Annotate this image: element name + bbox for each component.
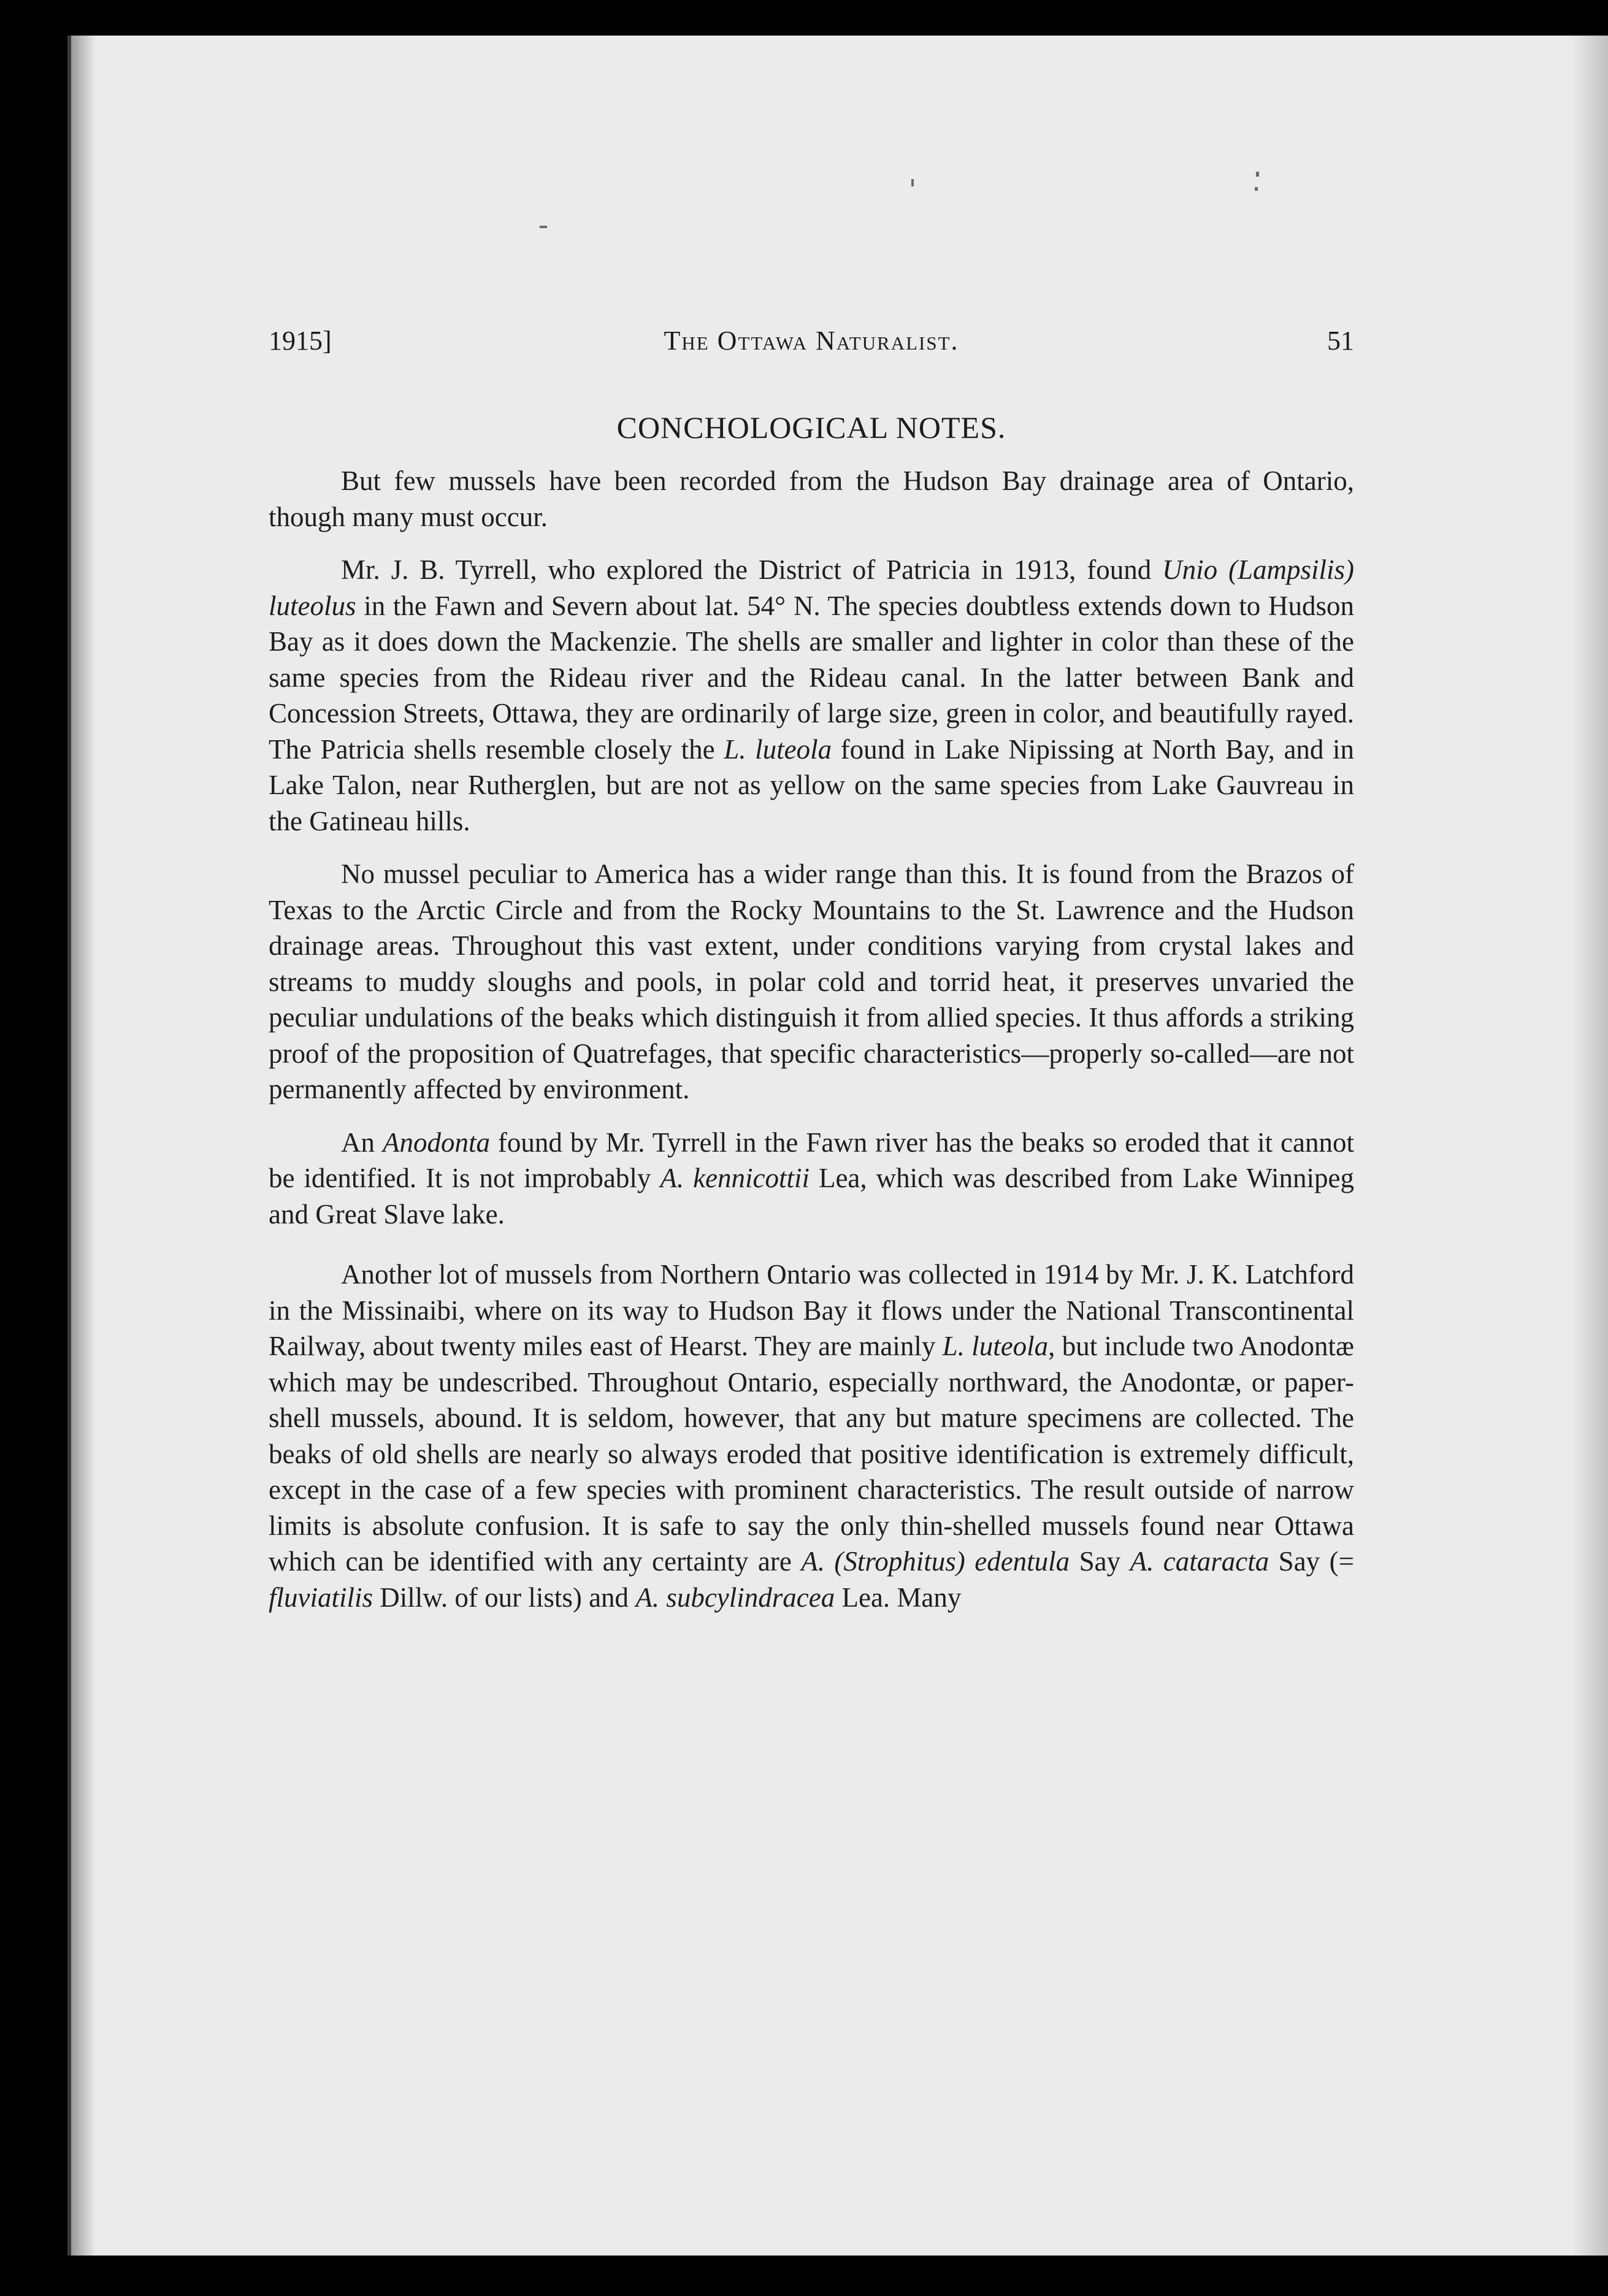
italic-term: L. luteola [942, 1331, 1049, 1361]
paragraph [269, 856, 1354, 1108]
running-head [269, 325, 1354, 368]
italic-term: A. subcylindracea [635, 1582, 835, 1613]
italic-term: A. cataracta [1130, 1546, 1269, 1577]
italic-term: fluviatilis [269, 1582, 373, 1613]
text-run: An [341, 1127, 383, 1158]
text-run: found by Mr. Tyrrell in the Fawn river has the beaks so eroded that it cannot be identified. It is not improbably [269, 1127, 1355, 1193]
text-run: , but include two Anodontæ which may be undescribed. Throughout Ontario, especially northward, the Anodontæ, or paper-shell mussels, abound. It is seldom, however, that any but mature specimens are collected. The beaks of old shells are nearly so always eroded that positive identification is extremely difficult, except in the case of a few species with prominent characteristics. The result outside of narrow limits is absolute confusion. It is safe to say the only thin-shelled mussels found near Ottawa which can be identified with any certainty are [269, 1331, 1354, 1577]
text-run: Dillw. of our lists) and [373, 1582, 636, 1613]
paragraph [269, 463, 1354, 535]
text-run: Mr. J. B. Tyrrell, who explored the District of Patricia in 1913, found [341, 554, 1163, 585]
italic-term: Anodonta [382, 1127, 490, 1158]
italic-term: L. luteola [724, 733, 832, 765]
text-run: Say (= [1269, 1546, 1354, 1577]
scan-speck [911, 179, 914, 186]
edge-shadow [1571, 36, 1608, 2256]
article-title: CONCHOLOGICAL NOTES. [616, 410, 1006, 445]
paragraph [269, 1125, 1354, 1233]
text-run: Lea. Many [835, 1582, 962, 1613]
header-year: 1915] [269, 326, 332, 356]
article-body [269, 463, 1354, 1615]
italic-term: A. kennicottii [660, 1163, 810, 1193]
text-run: Lea, which was described from Lake Winnipeg and Great Slave lake. [269, 1163, 1354, 1230]
paragraph [269, 1257, 1354, 1615]
text-run: in the Fawn and Severn about lat. 54° N. The species doubtless extends down to Hudson Bay as it does down the Mackenzie. The shells are smaller and lighter in color than these of the same species from the Rideau river and the Rideau canal. In the latter between Bank and Concession Streets, Ottawa, they are ordinarily of large size, green in color, and beautifully rayed. The Patricia shells resemble closely the [269, 590, 1354, 765]
gutter-shadow [71, 36, 96, 2256]
paragraph [269, 552, 1354, 839]
text-run: Another lot of mussels from Northern Ontario was collected in 1914 by Mr. J. K. Latchford in the Missinaibi, where on its way to Hudson Bay it flows under the National Transcontinental Railway, about twenty miles east of Hearst. They are mainly [269, 1259, 1354, 1361]
italic-term: Unio (Lampsilis) luteolus [269, 554, 1355, 621]
text-run: found in Lake Nipissing at North Bay, and in Lake Talon, near Rutherglen, but are not as yellow on the same species from Lake Gauvreau in the Gatineau hills. [269, 733, 1355, 836]
page-number: 51 [1327, 326, 1354, 356]
scan-speck [1256, 172, 1259, 177]
text-run: Say [1070, 1546, 1130, 1577]
journal-title: The Ottawa Naturalist. [664, 326, 959, 356]
scan-speck [1255, 187, 1258, 191]
text-run: But few mussels have been recorded from the Hudson Bay drainage area of Ontario, though many must occur. [269, 465, 1354, 532]
italic-term: A. (Strophitus) edentula [801, 1546, 1070, 1577]
text-run: No mussel peculiar to America has a wider range than this. It is found from the Brazos of Texas to the Arctic Circle and from the Rocky Mountains to the St. Lawrence and the Hudson drainage areas. Throughout this vast extent, under conditions varying from crystal lakes and streams to muddy sloughs and pools, in polar cold and torrid heat, it preserves unvaried the peculiar undulations of the beaks which distinguish it from allied species. It thus affords a striking proof of the proposition of Quatrefages, that specific characteristics—properly so-called—are not permanently affected by environment. [269, 859, 1354, 1104]
scan-speck [540, 226, 547, 228]
